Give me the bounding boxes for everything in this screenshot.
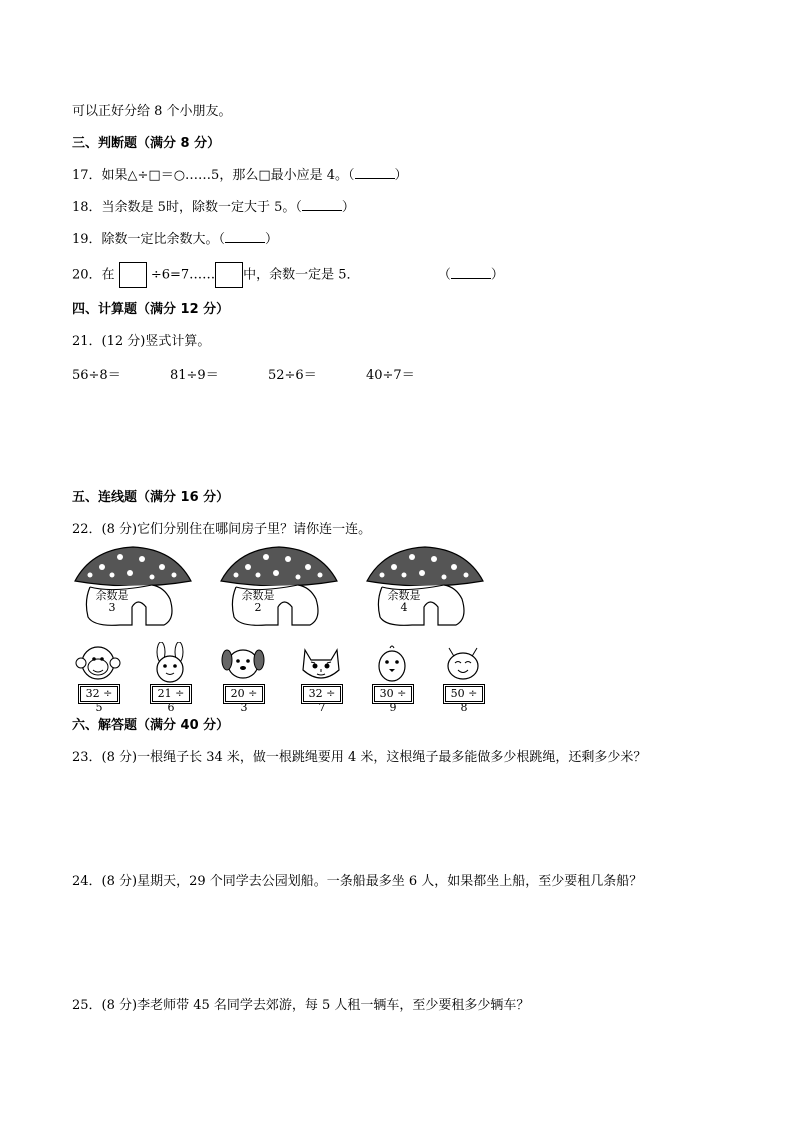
mushroom-icon bbox=[364, 545, 486, 631]
monkey-icon[interactable] bbox=[74, 642, 122, 684]
mushroom-label: 余数是 bbox=[95, 589, 129, 602]
expression-card[interactable] bbox=[223, 684, 265, 714]
expression-card[interactable] bbox=[150, 684, 192, 714]
dog-icon[interactable] bbox=[219, 642, 267, 684]
question-20-open: （ bbox=[437, 267, 451, 283]
mushroom-label: 余数是 bbox=[241, 589, 275, 602]
section-6-title: 六、解答题（满分 40 分） bbox=[72, 718, 230, 733]
expression-text: 32 ÷ 5 bbox=[80, 686, 118, 702]
expression-text: 50 ÷ 8 bbox=[445, 686, 483, 702]
question-20-text-a: 20．在 bbox=[72, 267, 115, 283]
question-18-close: ） bbox=[341, 200, 355, 215]
expression-text: 21 ÷ 6 bbox=[152, 686, 190, 702]
remainder-box[interactable] bbox=[215, 262, 243, 288]
mushroom-house[interactable] bbox=[218, 545, 340, 631]
question-20-text-b: ÷6=7…… bbox=[150, 267, 216, 283]
expression-text: 20 ÷ 3 bbox=[225, 686, 263, 702]
question-22: 22．(8 分)它们分别住在哪间房子里？请你连一连。 bbox=[72, 522, 372, 537]
answer-blank-17[interactable] bbox=[355, 166, 395, 179]
question-19-text: 19．除数一定比余数大。（ bbox=[72, 232, 226, 247]
expression-card[interactable] bbox=[372, 684, 414, 714]
answer-blank-18[interactable] bbox=[302, 198, 342, 211]
question-20 bbox=[72, 262, 504, 288]
question-17-close: ） bbox=[394, 168, 408, 183]
section-5-title: 五、连线题（满分 16 分） bbox=[72, 490, 230, 505]
expression-card[interactable] bbox=[443, 684, 485, 714]
mushroom-label: 余数是 bbox=[387, 589, 421, 602]
mushroom-house[interactable] bbox=[72, 545, 194, 631]
rabbit-icon[interactable] bbox=[146, 642, 194, 684]
dividend-box[interactable] bbox=[119, 262, 147, 288]
question-20-close: ） bbox=[490, 267, 504, 283]
answer-blank-19[interactable] bbox=[225, 230, 265, 243]
answer-blank-20[interactable] bbox=[451, 266, 491, 279]
question-19-close: ） bbox=[265, 232, 279, 247]
chick-icon[interactable] bbox=[368, 642, 416, 684]
question-17 bbox=[72, 166, 408, 186]
expression-text: 32 ÷ 7 bbox=[303, 686, 341, 702]
question-19 bbox=[72, 230, 278, 250]
expression-text: 30 ÷ 9 bbox=[374, 686, 412, 702]
expression-card[interactable] bbox=[78, 684, 120, 714]
question-25: 25．(8 分)李老师带 45 名同学去郊游，每 5 人租一辆车，至少要租多少辆车？ bbox=[72, 998, 530, 1013]
mushroom-house[interactable] bbox=[364, 545, 486, 631]
question-17-text: 17．如果△÷□＝○……5，那么□最小应是 4。（ bbox=[72, 168, 355, 183]
mushroom-value: 2 bbox=[254, 601, 262, 614]
calc-item: 81÷9＝ bbox=[170, 368, 219, 383]
expression-card[interactable] bbox=[301, 684, 343, 714]
question-20-text-c: 中，余数一定是 5． bbox=[243, 267, 360, 283]
question-21: 21．(12 分)竖式计算。 bbox=[72, 334, 211, 349]
question-18-text: 18．当余数是 5时，除数一定大于 5。（ bbox=[72, 200, 302, 215]
squirrel-icon[interactable] bbox=[439, 642, 487, 684]
section-3-title: 三、判断题（满分 8 分） bbox=[72, 136, 221, 151]
mushroom-value: 3 bbox=[108, 601, 116, 614]
mushroom-icon bbox=[218, 545, 340, 631]
intro-line: 可以正好分给 8 个小朋友。 bbox=[72, 104, 232, 119]
question-18 bbox=[72, 198, 355, 218]
question-24: 24．(8 分)星期天，29 个同学去公园划船。一条船最多坐 6 人，如果都坐上船，至少要租几条船？ bbox=[72, 874, 643, 889]
section-4-title: 四、计算题（满分 12 分） bbox=[72, 302, 230, 317]
mushroom-value: 4 bbox=[400, 601, 408, 614]
question-23: 23．(8 分)一根绳子长 34 米，做一根跳绳要用 4 米，这根绳子最多能做多少根跳绳，还剩多少米？ bbox=[72, 750, 647, 765]
cat-icon[interactable] bbox=[297, 642, 345, 684]
calc-item: 56÷8＝ bbox=[72, 368, 121, 383]
calc-item: 52÷6＝ bbox=[268, 368, 317, 383]
calc-item: 40÷7＝ bbox=[366, 368, 415, 383]
mushroom-icon bbox=[72, 545, 194, 631]
